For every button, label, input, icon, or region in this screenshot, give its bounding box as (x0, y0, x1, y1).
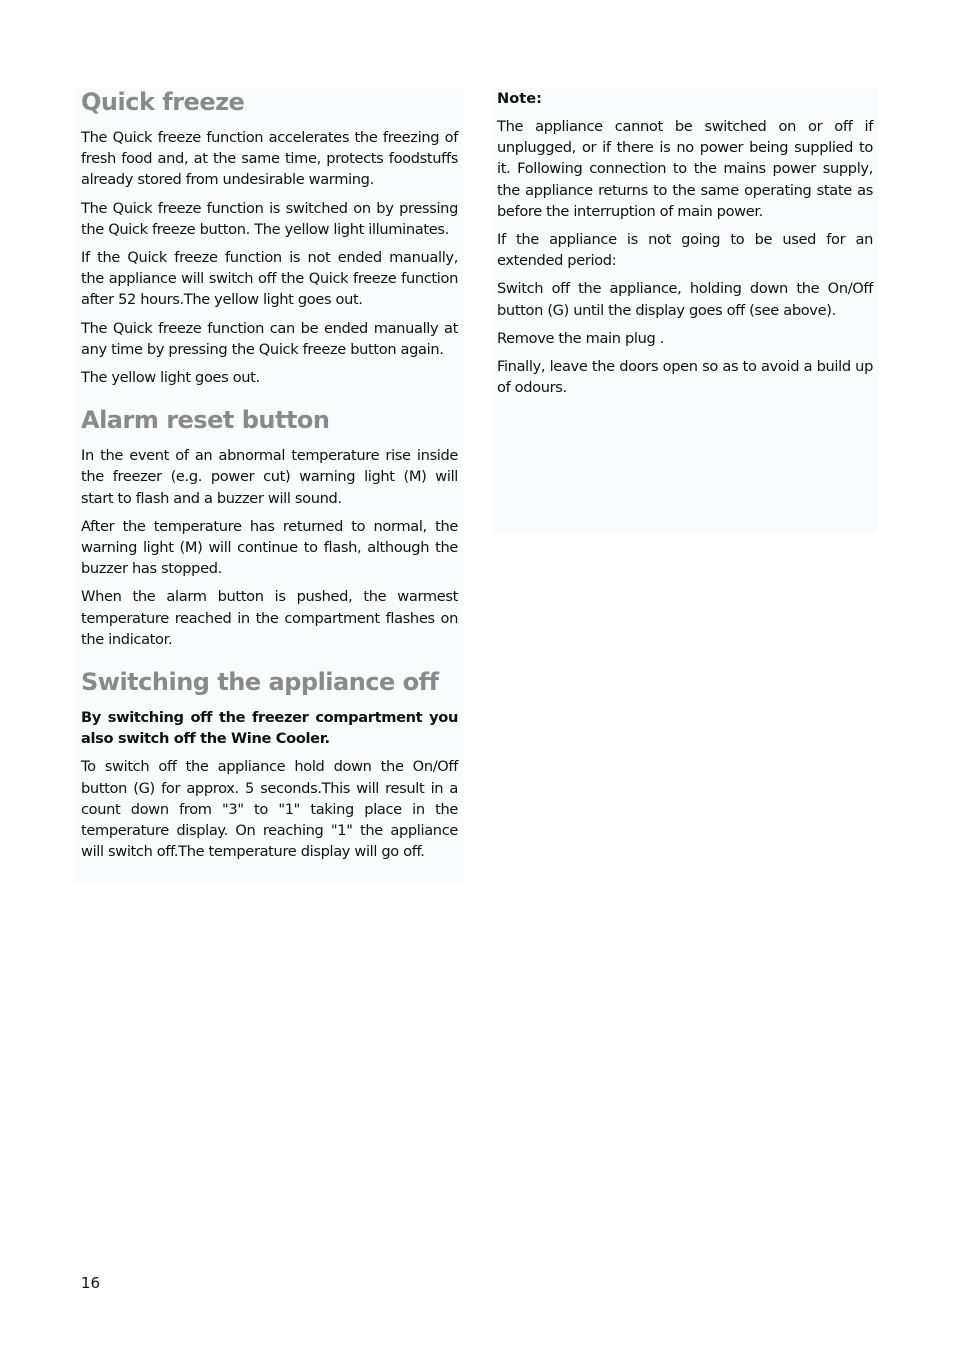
quick-freeze-paragraph: The Quick freeze function can be ended manually at any time by pressing the Quick freeze button again. (81, 319, 458, 358)
note-paragraph: Remove the main plug . (497, 329, 664, 347)
quick-freeze-heading: Quick freeze (81, 88, 245, 116)
alarm-reset-paragraph: In the event of an abnormal temperature rise inside the freezer (e.g. power cut) warning light (M) will start to flash and a buzzer will sound. (81, 447, 458, 507)
switching-off-lead: By switching off the freezer compartment you also switch off the Wine Cooler. (81, 709, 458, 748)
note-paragraph: If the appliance is not going to be used for an extended period: (497, 231, 873, 270)
switching-off-section (81, 666, 458, 862)
note-paragraph: Finally, leave the doors open so as to avoid a build up of odours. (497, 358, 873, 397)
right-column (497, 88, 873, 405)
note-paragraph: Switch off the appliance, holding down the On/Off button (G) until the display goes off (see above). (497, 280, 873, 319)
alarm-reset-section (81, 404, 458, 650)
alarm-reset-paragraph: When the alarm button is pushed, the warmest temperature reached in the compartment flashes on the indicator. (81, 588, 458, 648)
note-heading: Note: (497, 90, 542, 107)
left-column (81, 86, 458, 869)
quick-freeze-section (81, 86, 458, 388)
alarm-reset-paragraph: After the temperature has returned to normal, the warning light (M) will continue to flash, although the buzzer has stopped. (81, 517, 458, 578)
switching-off-heading: Switching the appliance off (81, 668, 439, 697)
page-number: 16 (81, 1274, 101, 1292)
quick-freeze-paragraph: The Quick freeze function accelerates the freezing of fresh food and, at the same time, protects foodstuffs already stored from undesirable warming. (81, 129, 458, 189)
quick-freeze-paragraph: If the Quick freeze function is not ended manually, the appliance will switch off the Quick freeze function after 52 hours.The yellow light goes out. (81, 249, 458, 309)
switching-off-paragraph: To switch off the appliance hold down the On/Off button (G) for approx. 5 seconds.This will result in a count down from "3" to "1" taking place in the temperature display. On reaching "1" the appliance will switch off.The temperature display will go off. (81, 758, 458, 861)
alarm-reset-heading: Alarm reset button (81, 406, 330, 435)
quick-freeze-paragraph: The yellow light goes out. (81, 369, 260, 387)
quick-freeze-paragraph: The Quick freeze function is switched on by pressing the Quick freeze button. The yellow light illuminates. (81, 199, 458, 238)
note-paragraph: The appliance cannot be switched on or off if unplugged, or if there is no power being supplied to it. Following connection to the mains power supply, the appliance returns to the same operating state as before the interruption of main power. (497, 118, 873, 220)
